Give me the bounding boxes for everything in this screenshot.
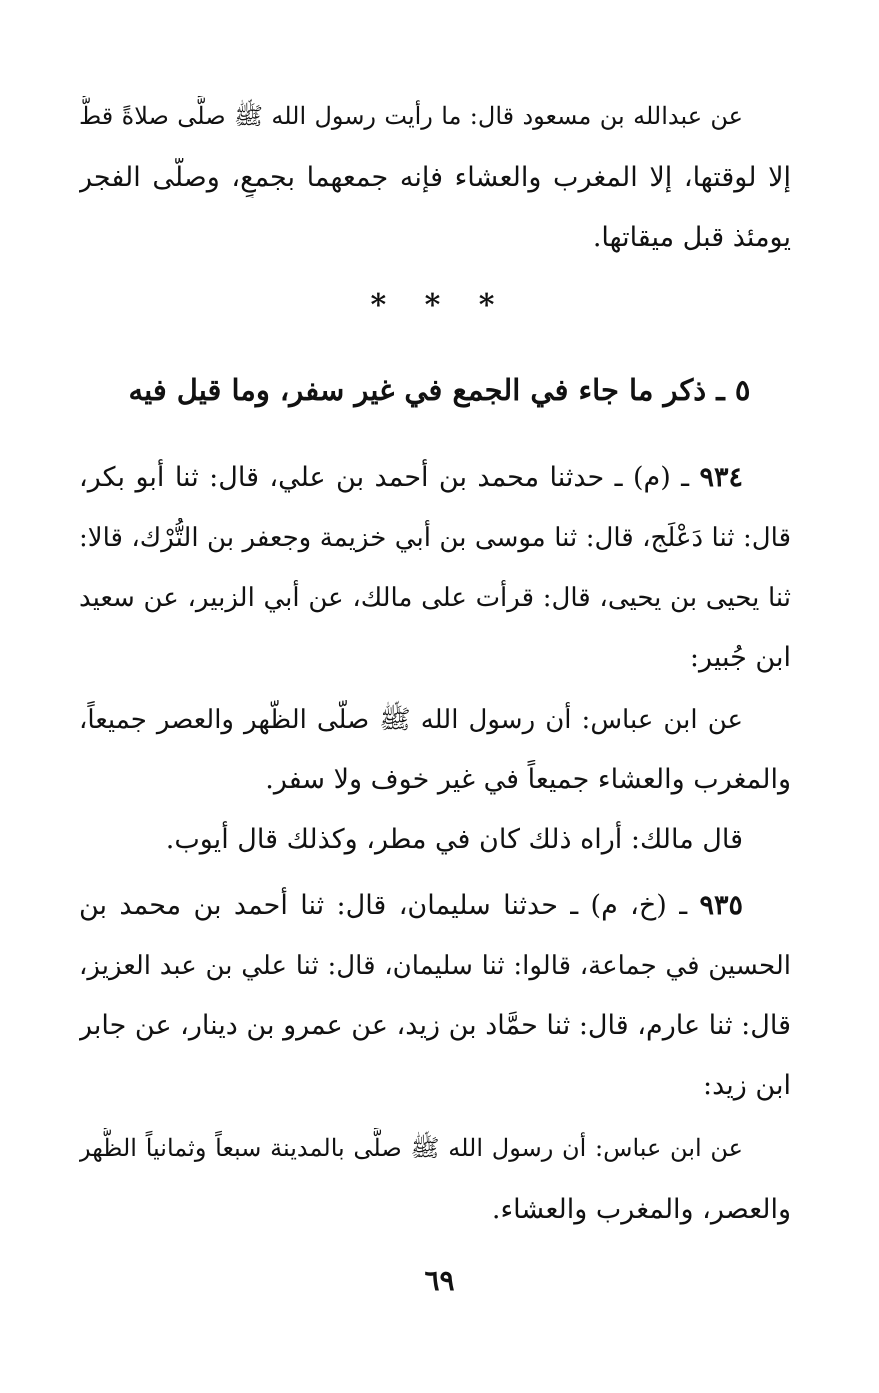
section-heading: ٥ ـ ذكر ما جاء في الجمع في غير سفر، وما قيل فيه xyxy=(128,373,751,407)
hadith-number: ٩٣٤ xyxy=(699,462,743,493)
text-line: عن عبدالله بن مسعود قال: ما رأيت رسول الله ﷺ صلَّى صلاةً قطُّ xyxy=(79,102,743,130)
text-line: الحسين في جماعة، قالوا: ثنا سليمان، قال: ثنا علي بن عبد العزيز، xyxy=(79,951,791,981)
text-line: ابن زيد: xyxy=(703,1070,791,1101)
hadith-chain: ـ (خ، م) ـ حدثنا سليمان، قال: ثنا أحمد بن محمد بن xyxy=(79,890,700,921)
hadith-number: ٩٣٥ xyxy=(699,890,743,921)
hadith-934-line xyxy=(79,458,743,498)
text-line: قال مالك: أراه ذلك كان في مطر، وكذلك قال أيوب. xyxy=(165,824,743,855)
text-line: إلا لوقتها، إلا المغرب والعشاء فإنه جمعهما بجمعٍ، وصلَّى الفجر xyxy=(79,162,791,193)
text-line: والعصر، والمغرب والعشاء. xyxy=(491,1194,791,1225)
text-line: يومئذ قبل ميقاتها. xyxy=(592,222,791,253)
section-separator: * * * xyxy=(370,288,509,323)
text-line: قال: ثنا دَعْلَج، قال: ثنا موسى بن أبي خزيمة وجعفر بن التُّرْك، قالا: xyxy=(79,523,791,553)
hadith-chain: ـ (م) ـ حدثنا محمد بن أحمد بن علي، قال: ثنا أبو بكر، xyxy=(79,462,700,493)
text-line: عن ابن عباس: أن رسول الله ﷺ صلَّى بالمدينة سبعاً وثمانياً الظُّهر xyxy=(79,1134,743,1162)
text-line: قال: ثنا عارم، قال: ثنا حمَّاد بن زيد، عن عمرو بن دينار، عن جابر xyxy=(79,1010,791,1041)
page-number: ٦٩ xyxy=(424,1264,455,1297)
text-line: والمغرب والعشاء جميعاً في غير خوف ولا سفر. xyxy=(265,764,791,795)
text-line: عن ابن عباس: أن رسول الله ﷺ صلَّى الظُّهر والعصر جميعاً، xyxy=(79,705,743,735)
hadith-935-line xyxy=(79,886,743,926)
text-line: ابن جُبير: xyxy=(689,642,791,673)
text-line: ثنا يحيى بن يحيى، قال: قرأت على مالك، عن أبي الزبير، عن سعيد xyxy=(79,583,791,613)
